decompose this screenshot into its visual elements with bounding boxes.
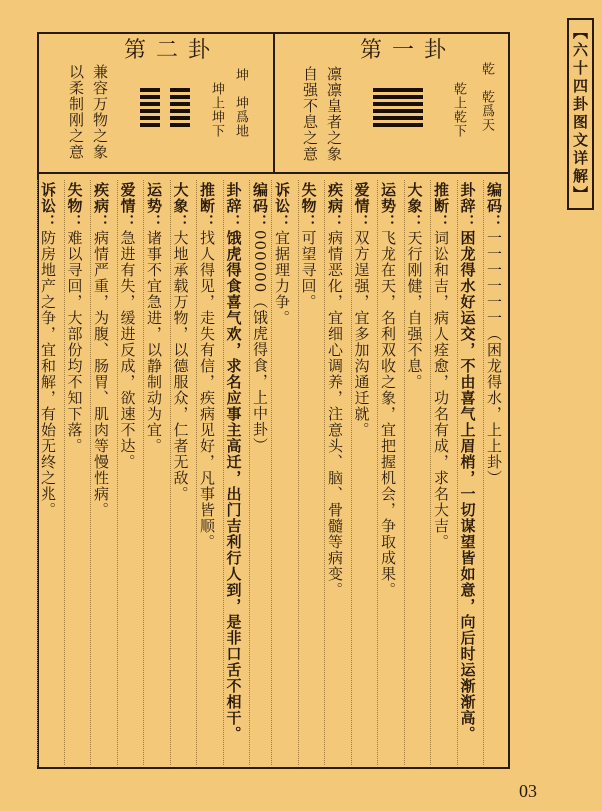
- entry-text: 找人得见，走失有信，疾病见好，凡事皆顺。: [198, 230, 216, 550]
- hexagram-line-yang: [373, 116, 423, 120]
- gua2-entry: [226, 182, 241, 742]
- dotted-guide: [90, 180, 91, 765]
- entry-text: 宜据理力争。: [273, 230, 291, 326]
- entry-label: 编码：: [251, 182, 269, 230]
- hexagram-line-yin: [140, 116, 160, 120]
- gua1-entry: [486, 182, 501, 486]
- dotted-guide: [223, 180, 224, 765]
- dotted-guide: [170, 180, 171, 765]
- gua2-entry: [120, 182, 135, 470]
- gua1-name: 乾 乾爲天: [479, 62, 494, 132]
- entry-label: 疾病：: [326, 182, 344, 230]
- header-center-divider: [273, 32, 275, 172]
- entry-label: 卦辞：: [458, 182, 477, 230]
- entry-label: 推断：: [198, 182, 216, 230]
- dotted-guide: [143, 180, 144, 765]
- entry-label: 推断：: [432, 182, 450, 230]
- dotted-guide: [483, 180, 484, 765]
- gua2-title: 第二卦: [124, 38, 221, 63]
- hexagram-line-yang: [373, 88, 423, 92]
- entry-label: 诉讼：: [273, 182, 291, 230]
- gua2-meaning-1: 兼容万物之象: [91, 64, 109, 160]
- hexagram-line-yang: [373, 95, 423, 99]
- entry-text: 诸事不宜急进，以静制动为宜。: [145, 230, 163, 454]
- dotted-guide: [249, 180, 250, 765]
- entry-text: 天行刚健，自强不息。: [405, 230, 424, 390]
- gua2-name: 坤 坤爲地: [233, 68, 248, 138]
- gua1-composition: 乾上乾下: [451, 82, 466, 138]
- gua1-title: 第一卦: [360, 38, 457, 63]
- hexagram-line-yin: [140, 88, 160, 92]
- gua2-entry: [146, 182, 161, 454]
- dotted-guide: [271, 180, 272, 765]
- hexagram-line-yang: [373, 102, 423, 106]
- gua2-entry: [40, 182, 55, 518]
- gua2-entry: [93, 182, 108, 518]
- dotted-guide: [298, 180, 299, 765]
- entry-text: 大地承载万物，以德服众，仁者无敌。: [171, 230, 190, 502]
- entry-text: 000000（饿虎得食，上中卦）: [251, 230, 269, 454]
- gua2-entry: [252, 182, 267, 453]
- gua1-entry: [407, 182, 422, 390]
- entry-text: 可望寻回。: [299, 230, 318, 310]
- entry-label: 失物：: [299, 182, 318, 230]
- dotted-guide: [404, 180, 405, 765]
- hexagram-line-yin: [140, 109, 160, 113]
- book-title: 【六十四卦图文详解】: [567, 18, 594, 210]
- hexagram-line-yin: [170, 116, 190, 120]
- page-number: 03: [519, 781, 537, 801]
- entry-text: 病情恶化，宜细心调养，注意头、脑、骨髓等病变。: [326, 230, 344, 598]
- entry-label: 运势：: [145, 182, 163, 230]
- entry-label: 爱情：: [118, 182, 137, 230]
- entry-text: 饿虎得食喜气欢，求名应事主高迁，出门吉利行人到，是非口舌不相干。: [224, 230, 243, 742]
- dotted-guide: [37, 180, 38, 765]
- hexagram-line-yin: [170, 88, 190, 92]
- dotted-guide: [377, 180, 378, 765]
- hexagram-line-yang: [373, 109, 423, 113]
- entry-label: 大象：: [171, 182, 190, 230]
- entry-text: 病情严重，为腹、肠胃、肌肉等慢性病。: [92, 230, 110, 518]
- entry-text: 急进有失，缓进反成，欲速不达。: [118, 230, 137, 470]
- dotted-guide: [430, 180, 431, 765]
- hexagram-line-yin: [140, 123, 160, 127]
- gua1-meaning-2: 自强不息之意: [301, 66, 319, 162]
- entry-label: 运势：: [379, 182, 397, 230]
- hexagram-line-yin: [170, 102, 190, 106]
- entry-label: 大象：: [405, 182, 424, 230]
- entry-text: 双方逞强，宜多加沟通迁就。: [352, 230, 371, 438]
- entry-label: 爱情：: [352, 182, 371, 230]
- dotted-guide: [196, 180, 197, 765]
- dotted-guide: [457, 180, 458, 765]
- entry-text: 一一一一一一（困龙得水，上上卦）: [485, 230, 503, 486]
- hexagram-line-yang: [373, 123, 423, 127]
- gua1-entry: [380, 182, 395, 598]
- gua1-entry: [354, 182, 369, 438]
- gua2-entry: [199, 182, 214, 550]
- entry-text: 飞龙在天，名利双收之象，宜把握机会，争取成果。: [379, 230, 397, 598]
- gua1-entry: [460, 182, 475, 742]
- gua1-meaning-1: 凛凛皇者之象: [325, 66, 343, 162]
- header-divider: [37, 172, 510, 174]
- hexagram-line-yin: [140, 95, 160, 99]
- entry-text: 防房地产之争，宜和解，有始无终之兆。: [39, 230, 57, 518]
- hexagram-line-yin: [170, 95, 190, 99]
- dotted-guide: [117, 180, 118, 765]
- dotted-guide: [324, 180, 325, 765]
- entry-label: 失物：: [65, 182, 84, 230]
- entry-label: 疾病：: [92, 182, 110, 230]
- entry-label: 编码：: [485, 182, 503, 230]
- entry-label: 诉讼：: [39, 182, 57, 230]
- gua1-entry: [274, 182, 289, 326]
- hexagram-line-yin: [170, 109, 190, 113]
- dotted-guide: [351, 180, 352, 765]
- gua1-entry: [301, 182, 316, 310]
- gua2-entry: [67, 182, 82, 454]
- entry-text: 词讼和吉，病人痊愈，功名有成，求名大吉。: [432, 230, 450, 550]
- entry-text: 困龙得水好运交，不由喜气上眉梢，一切谋望皆如意，向后时运渐渐高。: [458, 230, 477, 742]
- dotted-guide: [64, 180, 65, 765]
- hexagram-line-yin: [140, 102, 160, 106]
- gua1-entry: [327, 182, 342, 598]
- entry-label: 卦辞：: [224, 182, 243, 230]
- entry-text: 难以寻回，大部份均不知下落。: [65, 230, 84, 454]
- gua2-composition: 坤上坤下: [209, 82, 224, 138]
- gua1-entry: [433, 182, 448, 550]
- gua2-entry: [173, 182, 188, 502]
- gua2-meaning-2: 以柔制刚之意: [67, 64, 85, 160]
- hexagram-line-yin: [170, 123, 190, 127]
